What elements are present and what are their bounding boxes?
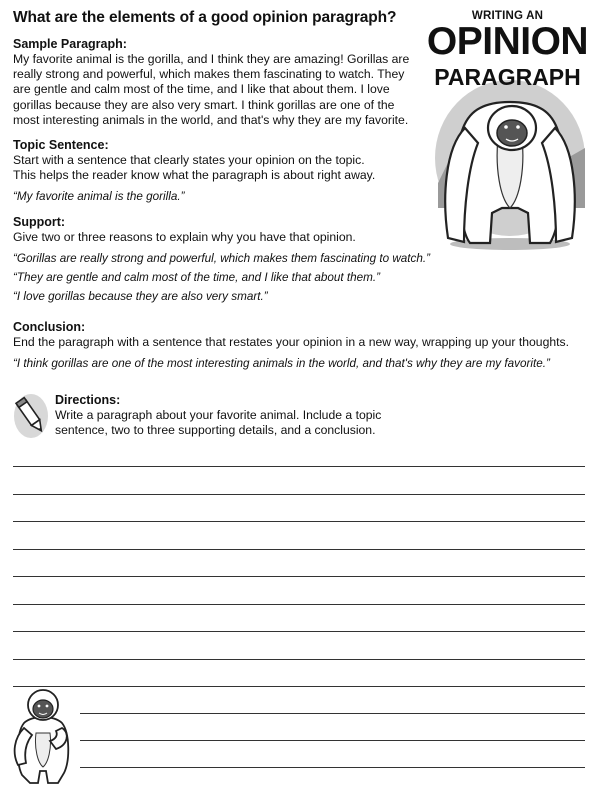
- support-section: [13, 215, 453, 304]
- writing-line[interactable]: [13, 604, 585, 605]
- topic-section: [13, 138, 418, 204]
- support-heading: Support:: [13, 215, 66, 229]
- conclusion-section: [13, 320, 593, 371]
- writing-line[interactable]: [13, 576, 585, 577]
- writing-line[interactable]: [80, 767, 585, 768]
- writing-line[interactable]: [80, 713, 585, 714]
- topic-line: This helps the reader know what the paragraph is about right away.: [13, 168, 376, 183]
- support-line: Give two or three reasons to explain why you have that opinion.: [13, 230, 356, 244]
- writing-line[interactable]: [13, 659, 585, 660]
- support-example: “Gorillas are really strong and powerful, which makes them fascinating to watch.”: [13, 252, 431, 266]
- topic-line: Start with a sentence that clearly states your opinion on the topic.: [13, 153, 365, 167]
- small-gorilla-icon: [10, 683, 76, 788]
- sample-line: most interesting animals in the world, and that's why they are my favorite.: [13, 112, 409, 127]
- support-example: “They are gentle and calm most of the time, and I like that about them.”: [13, 271, 381, 285]
- writing-line[interactable]: [13, 631, 585, 632]
- topic-example: “My favorite animal is the gorilla.”: [13, 190, 185, 204]
- directions-section: [55, 393, 455, 438]
- sample-section: [13, 37, 418, 128]
- pencil-icon: [13, 392, 49, 440]
- sample-line: My favorite animal is the gorilla, and I think they are amazing! Gorillas are: [13, 52, 410, 66]
- sample-line: are gentle and calm most of the time, and I like that about them. I love: [13, 82, 390, 97]
- sample-heading: Sample Paragraph:: [13, 37, 127, 51]
- title-paragraph: PARAGRAPH: [434, 64, 581, 90]
- directions-line: Write a paragraph about your favorite animal. Include a topic: [55, 408, 382, 422]
- directions-line: sentence, two to three supporting details, and a conclusion.: [55, 423, 376, 438]
- support-example: “I love gorillas because they are also very smart.”: [13, 290, 268, 304]
- page-title: What are the elements of a good opinion paragraph?: [13, 9, 397, 26]
- writing-line[interactable]: [13, 549, 585, 550]
- writing-line[interactable]: [13, 521, 585, 522]
- topic-heading: Topic Sentence:: [13, 138, 109, 152]
- sample-line: really strong and powerful, which makes them fascinating to watch. They: [13, 67, 405, 82]
- writing-line[interactable]: [80, 740, 585, 741]
- title-opinion: OPINION: [426, 20, 589, 63]
- directions-heading: Directions:: [55, 393, 121, 407]
- conclusion-example: “I think gorillas are one of the most interesting animals in the world, and that's why they are my favorite.”: [13, 357, 550, 371]
- sample-line: gorillas because they are also very smart. I think gorillas are one of the: [13, 97, 395, 112]
- conclusion-line: End the paragraph with a sentence that restates your opinion in a new way, wrapping up your thoughts.: [13, 335, 570, 349]
- writing-line[interactable]: [13, 494, 585, 495]
- writing-line[interactable]: [13, 466, 585, 467]
- title-kicker: WRITING AN: [471, 10, 544, 22]
- writing-line[interactable]: [13, 686, 585, 687]
- conclusion-heading: Conclusion:: [13, 320, 86, 334]
